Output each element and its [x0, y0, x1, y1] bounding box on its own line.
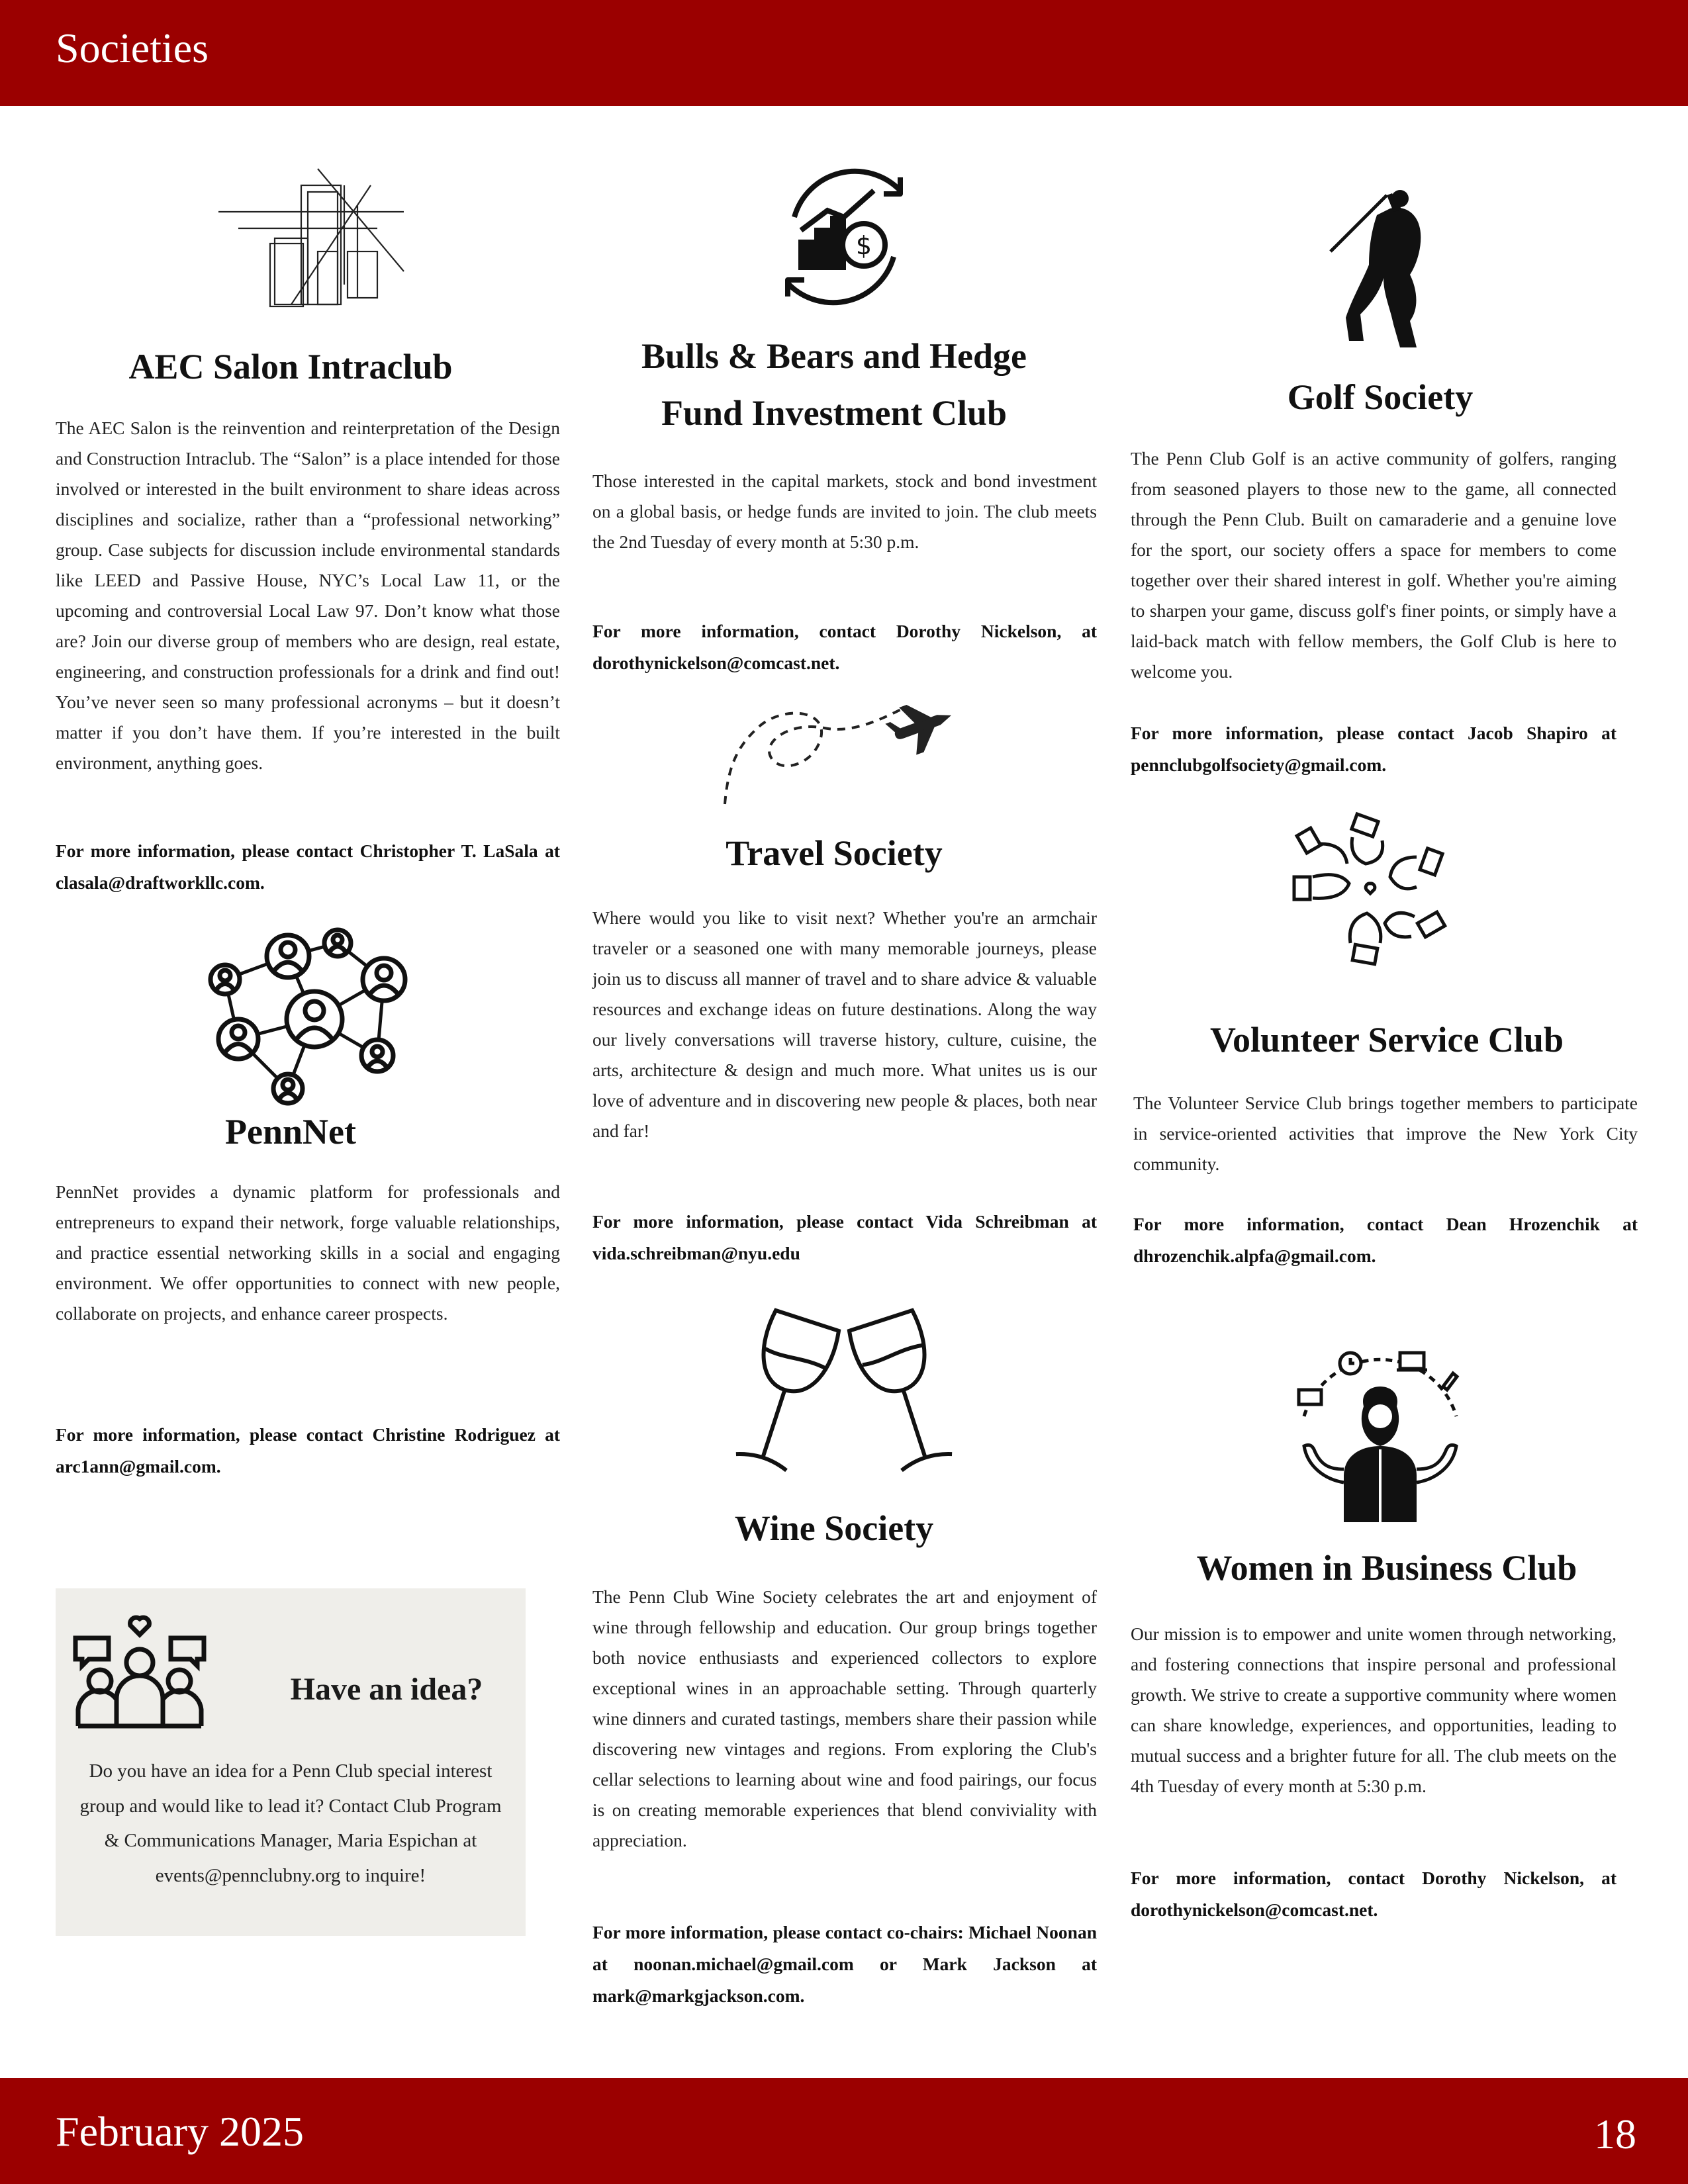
investment-growth-icon — [768, 164, 920, 310]
svg-text:$: $ — [855, 231, 872, 260]
bulls-title-line2: Fund Investment Club — [661, 393, 1008, 433]
golf-body: The Penn Club Golf is an active community of golfers, ranging from seasoned players to those new to the game, all connected through the Penn Club. Built on camaraderie and a genuine love for the sport, our society offers a space for members to come together over their shared interest in golf. Whether you're aiming to sharpen your game, discuss golf's finer points, or simply have a laid-back match with fellow members, the Golf Club is here to welcome you. — [1131, 448, 1617, 682]
footer-band — [0, 2078, 1688, 2184]
volunteer-title: Volunteer Service Club — [1210, 1020, 1564, 1060]
pennnet-body: PennNet provides a dynamic platform for professionals and entrepreneurs to expand their network, forge valuable relationships, and practice essential networking skills in a social and engaging environment. We offer opportunities to connect with new people, collaborate on projects, and enhance career prospects. — [56, 1181, 560, 1324]
wine-contact: For more information, please contact co-chairs: Michael Noonan at noonan.michael@gmail.com or Mark Jackson at mark@markgjackson.com. — [592, 1922, 1097, 2006]
people-network-icon — [199, 920, 417, 1112]
wine-glasses-icon — [722, 1297, 966, 1482]
women-title: Women in Business Club — [1196, 1548, 1577, 1588]
issue-date: February 2025 — [56, 2108, 305, 2155]
group-chat-heart-icon — [70, 1608, 209, 1731]
volunteer-contact: For more information, contact Dean Hrozenchik at dhrozenchik.alpfa@gmail.com. — [1133, 1214, 1638, 1266]
golfer-silhouette-icon — [1324, 172, 1436, 354]
aec-title: AEC Salon Intraclub — [128, 347, 453, 387]
pennnet-contact: For more information, please contact Christine Rodriguez at arc1ann@gmail.com. — [56, 1424, 560, 1477]
travel-title: Travel Society — [726, 833, 943, 873]
wine-title: Wine Society — [734, 1508, 934, 1548]
travel-contact: For more information, please contact Vida Schreibman at vida.schreibman@nyu.edu — [592, 1211, 1097, 1263]
women-contact: For more information, contact Dorothy Nickelson, at dorothynickelson@comcast.net. — [1131, 1868, 1617, 1920]
idea-body: Do you have an idea for a Penn Club special interest group and would like to lead it? Contact Club Program & Communications Manager, Maria Espichan at events@pennclubny.org to inquire! — [79, 1760, 502, 1886]
bulls-body: Those interested in the capital markets, stock and bond investment on a global basis, or hedge funds are invited to join. The club meets the 2nd Tuesday of every month at 5:30 p.m. — [592, 471, 1097, 552]
volunteer-body: The Volunteer Service Club brings together members to participate in service-oriented activities that improve the New York City community. — [1133, 1093, 1638, 1174]
bulls-contact: For more information, contact Dorothy Nickelson, at dorothynickelson@comcast.net. — [592, 621, 1097, 673]
aec-contact: For more information, please contact Christopher T. LaSala at clasala@draftworkllc.com. — [56, 841, 560, 893]
golf-title: Golf Society — [1287, 377, 1474, 417]
architecture-sketch-icon — [212, 165, 410, 311]
aec-body: The AEC Salon is the reinvention and reinterpretation of the Design and Construction Intraclub. The “Salon” is a place intended for those involved or interested in the built environment to share ideas across disciplines and socialize, rather than a “professional networking” group. Case subjects for discussion include environmental standards like LEED and Passive House, NYC’s Local Law 11, or the upcoming and controversial Local Law 97. Don’t know what those are? Join our diverse group of members who are design, real estate, engineering, and construction professionals for a drink and find out! You’ve never seen so many professional acronyms – but it doesn’t matter if you don’t have them. If you’re interested in the built environment, anything goes. — [56, 418, 560, 773]
golf-contact: For more information, please contact Jacob Shapiro at pennclubgolfsociety@gmail.com. — [1131, 723, 1617, 775]
women-body: Our mission is to empower and unite women through networking, and fostering connections that inspire personal and professional growth. We strive to create a supportive community where women can share knowledge, experiences, and opportunities, leading to mutual success and a brighter future for all. The club meets on the 4th Tuesday of every month at 5:30 p.m. — [1131, 1623, 1617, 1796]
section-title: Societies — [56, 24, 209, 71]
idea-box — [56, 1588, 526, 1936]
hands-together-icon — [1288, 811, 1453, 973]
wine-body: The Penn Club Wine Society celebrates the art and enjoyment of wine through fellowship and education. Our group brings together both novice enthusiasts and experienced collectors to explore exceptional wines in an approachable setting. Through quarterly wine dinners and curated tastings, members share their passion while discovering new vintages and regions. From exploring the Club's cellar selections to learning about wine and food pairings, our focus is on creating memorable experiences that blend conviviality with appreciation. — [592, 1586, 1097, 1850]
bulls-title-line1: Bulls & Bears and Hedge — [641, 336, 1027, 376]
pennnet-title: PennNet — [225, 1112, 356, 1152]
page-number: 18 — [1594, 2111, 1636, 2158]
idea-title: Have an idea? — [290, 1672, 483, 1707]
travel-body: Where would you like to visit next? Whether you're an armchair traveler or a seasoned one with many memorable journeys, please join us to discuss all manner of travel and to share advice & valuable resources and exchange ideas on future destinations. Along the way our lively conversations will traverse history, culture, cuisine, the arts, architecture & design and much more. What unites us is our love of adventure and in discovering new people & places, both near and far! — [592, 907, 1097, 1141]
airplane-route-icon — [722, 695, 973, 807]
businesswoman-multitask-icon — [1291, 1343, 1470, 1525]
header-band — [0, 0, 1688, 106]
